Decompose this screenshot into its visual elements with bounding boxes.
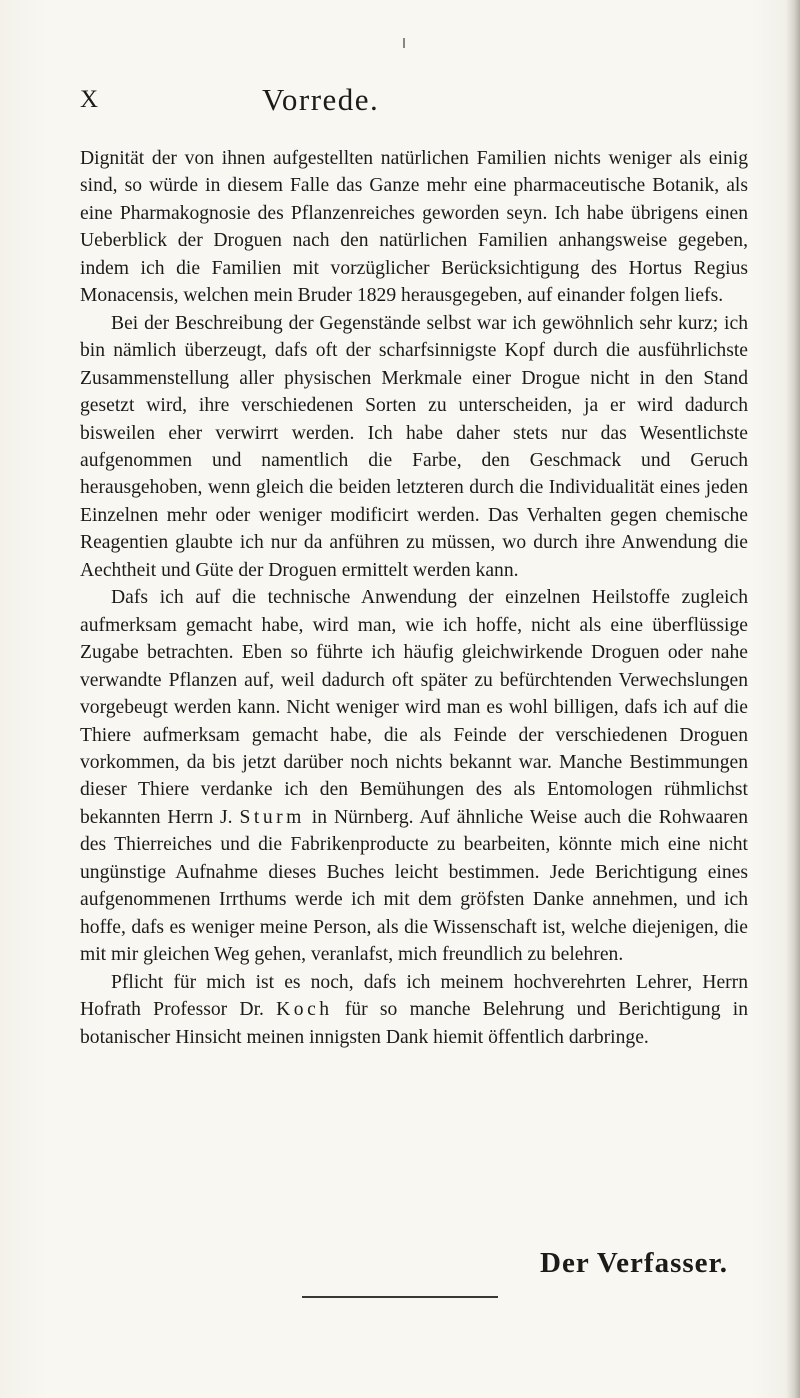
- paragraph: [80, 969, 748, 1051]
- closing-rule: [302, 1296, 498, 1298]
- text-run: für so manche Belehrung und Berichtigung in botanischer Hinsicht meinen innigsten Dank hiemit öffentlich darbringe.: [80, 999, 748, 1048]
- signature: Der Verfasser.: [540, 1247, 728, 1279]
- preface-body: [80, 145, 748, 1051]
- paragraph: [80, 584, 748, 968]
- text-run: Dafs ich auf die technische Anwendung der einzelnen Heilstoffe zugleich aufmerksam gemacht habe, wird man, wie ich hoffe, nicht als eine überflüssige Zugabe betrachten. Eben so führte ich häufig gleichwirkende Droguen oder nahe verwandte Pflanzen auf, weil dadurch oft später zu befürchtenden Verwechslungen vorgebeugt werden kann. Nicht weniger wird man es wohl billigen, dafs ich auf die Thiere aufmerksam gemacht habe, die als Feinde der verschiedenen Droguen vorkommen, da bis jetzt darüber noch nichts bekannt war. Manche Bestimmungen dieser Thiere verdanke ich den Bemühungen des als Entomologen rühmlichst bekannten Herrn J.: [80, 587, 748, 828]
- page-number: X: [80, 86, 100, 113]
- print-mark: [403, 38, 405, 48]
- text-run: in Nürnberg. Auf ähnliche Weise auch die Rohwaaren des Thierreiches und die Fabrikenproducte zu bearbeiten, könnte mich eine nicht ungünstige Aufnahme dieses Buches leicht bestimmen. Jede Berichtigung eines aufgenommenen Irrthums werde ich mit dem gröfsten Danke annehmen, und ich hoffe, dafs es weniger meine Person, als die Wissenschaft ist, welche diejenigen, die mit mir gleichen Weg gehen, veranlafst, mich freundlich zu belehren.: [80, 806, 748, 966]
- page-header: [0, 82, 800, 126]
- running-title: Vorrede.: [262, 82, 380, 117]
- page-edge-shadow: [786, 0, 800, 1398]
- paragraph: Bei der Beschreibung der Gegenstände selbst war ich gewöhnlich sehr kurz; ich bin nämlich überzeugt, dafs oft der scharfsinnigste Kopf durch die ausführlichste Zusammenstellung aller physischen Merkmale einer Drogue nicht in den Stand gesetzt wird, ihre verschiedenen Sorten zu unterscheiden, ja er wird dadurch bisweilen eher verwirrt werden. Ich habe daher stets nur das Wesentlichste aufgenommen und namentlich die Farbe, den Geschmack und Geruch herausgehoben, wenn gleich die beiden letzteren durch die Individualität eines jeden Einzelnen mehr oder weniger modificirt werden. Das Verhalten gegen chemische Reagentien glaubte ich nur da anführen zu müssen, wo durch ihre Anwendung die Aechtheit und Güte der Droguen ermittelt werden kann.: [80, 312, 748, 581]
- spaced-name: Sturm: [239, 806, 305, 828]
- paragraph: Dignität der von ihnen aufgestellten natürlichen Familien nichts weniger als einig sind, so würde in diesem Falle das Ganze mehr eine pharmaceutische Botanik, als eine Pharmakognosie des Pflanzenreiches geworden seyn. Ich habe übrigens einen Ueberblick der Droguen nach den natürlichen Familien anhangsweise gegeben, indem ich die Familien mit vorzüglicher Berücksichtigung des Hortus Regius Monacensis, welchen mein Bruder 1829 herausgegeben, auf einander folgen liefs.: [80, 148, 748, 307]
- text-run: Pflicht für mich ist es noch, dafs ich meinem hochverehrten Lehrer, Herrn Hofrath Professor Dr.: [80, 971, 748, 1021]
- spaced-name: Koch: [276, 999, 333, 1021]
